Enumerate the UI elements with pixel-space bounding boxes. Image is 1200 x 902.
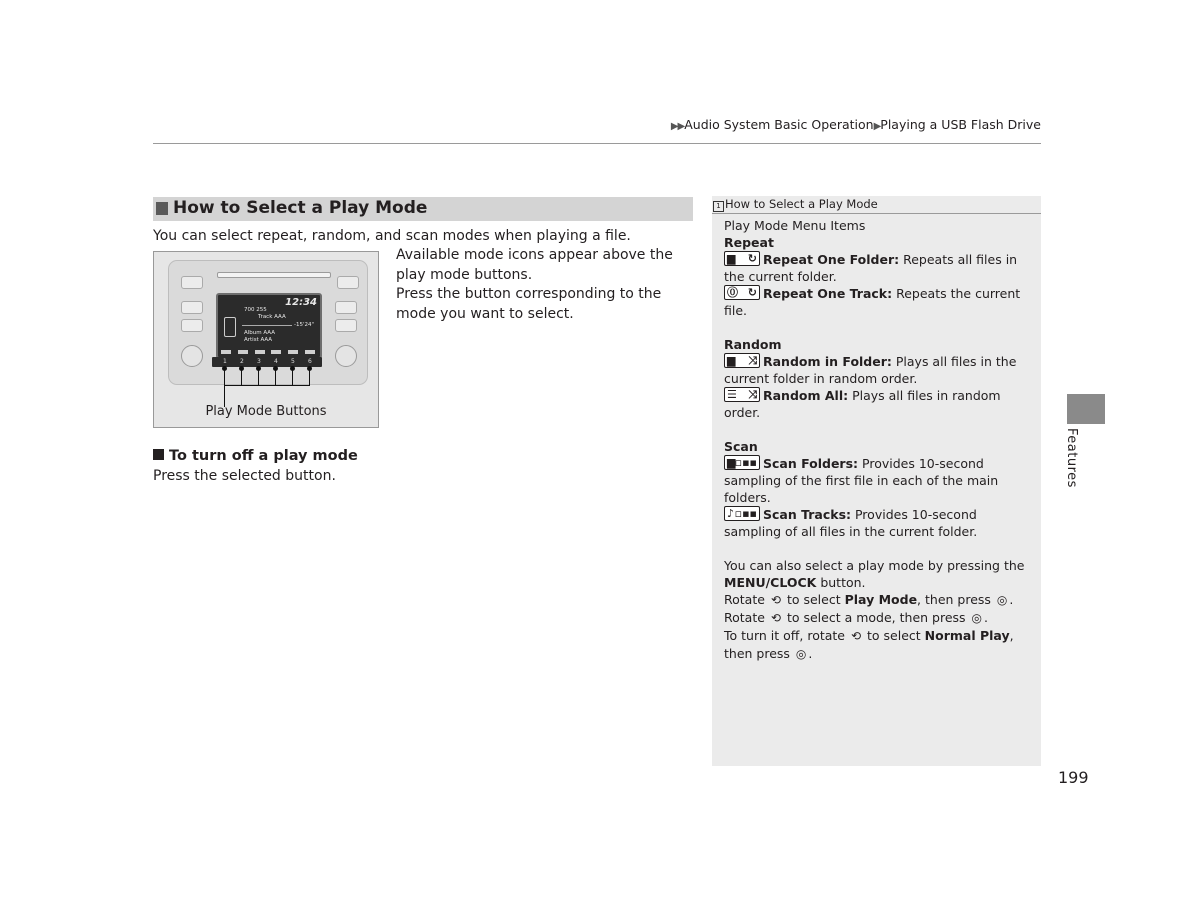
breadcrumb-part-1: Audio System Basic Operation xyxy=(684,117,874,132)
display-time: -15'24" xyxy=(294,322,315,328)
scan-folders-label: Scan Folders: xyxy=(763,456,859,471)
callout-line xyxy=(275,369,276,385)
scan-tracks-icon: ♪ ▫▪▪ xyxy=(724,506,760,521)
repeat-heading: Repeat xyxy=(724,235,774,250)
unit-button-illustration xyxy=(337,276,359,289)
rotate-step-1: Rotate ⟲ to select Play Mode, then press ◎ . xyxy=(724,592,1014,607)
scan-folders-icon: ▆ ▫▪▪ xyxy=(724,455,760,470)
breadcrumb-arrow-icon: ▶▶ xyxy=(670,121,685,132)
usb-icon xyxy=(224,317,236,337)
display-seek-bar xyxy=(242,325,292,326)
normal-play-label: Normal Play xyxy=(924,628,1010,643)
instruction-para-1: Available mode icons appear above the play mode buttons. xyxy=(396,247,673,283)
section-heading-bar xyxy=(153,197,693,221)
note-marker-icon: 1 xyxy=(713,201,724,212)
scan-tracks-text: Provides 10-second sampling of all files in the current folder. xyxy=(724,507,978,539)
scan-folders-text: Provides 10-second sampling of the first file in each of the main folders. xyxy=(724,456,999,505)
scan-heading: Scan xyxy=(724,439,758,454)
selector-dial-icon: ⟲ xyxy=(770,593,781,607)
selector-dial-icon: ⟲ xyxy=(770,611,781,625)
sidebar-header xyxy=(712,196,1041,214)
preset-button-strip xyxy=(212,357,322,367)
random-folder-label: Random in Folder: xyxy=(763,354,892,369)
instruction-text xyxy=(396,246,696,324)
callout-line xyxy=(258,369,259,385)
hangup-button-illustration xyxy=(335,319,357,332)
turn-off-text: Press the selected button. xyxy=(153,468,336,484)
selector-knob-illustration xyxy=(335,345,357,367)
random-folder-icon: ▆ ⤨ xyxy=(724,353,760,368)
display-mode-icons xyxy=(221,350,315,354)
display-line-4: Artist AAA xyxy=(244,337,273,343)
heading-square-icon xyxy=(153,449,164,460)
preset-button-3: 3 xyxy=(257,358,261,365)
preset-button-5: 5 xyxy=(291,358,295,365)
random-folder-text: Plays all files in the current folder in random order. xyxy=(724,354,1017,386)
also-select-text: You can also select a play mode by pressing the MENU/CLOCK button. xyxy=(724,558,1025,590)
figure-caption: Play Mode Buttons xyxy=(205,404,327,419)
sidebar-body xyxy=(724,217,1030,663)
repeat-folder-label: Repeat One Folder: xyxy=(763,252,900,267)
turn-off-heading-text: To turn off a play mode xyxy=(169,448,358,464)
random-all-text: Plays all files in random order. xyxy=(724,388,1001,420)
rotate-step-3: To turn it off, rotate ⟲ to select Normal Play, then press ◎ . xyxy=(724,628,1014,661)
repeat-track-label: Repeat One Track: xyxy=(763,286,893,301)
random-heading: Random xyxy=(724,337,782,352)
repeat-folder-icon: ▆ ↻ xyxy=(724,251,760,266)
section-title: How to Select a Play Mode xyxy=(173,198,428,218)
page-number: 199 xyxy=(1058,768,1089,787)
unit-display xyxy=(216,293,322,359)
volume-knob-illustration xyxy=(181,345,203,367)
instruction-para-2: Press the button corresponding to the mode you want to select. xyxy=(396,286,662,322)
selector-dial-icon: ⟲ xyxy=(850,629,862,643)
repeat-track-text: Repeats the current file. xyxy=(724,286,1021,318)
random-all-item xyxy=(724,387,1030,421)
preset-button-1: 1 xyxy=(223,358,227,365)
source-button-illustration xyxy=(181,301,203,314)
random-all-label: Random All: xyxy=(763,388,849,403)
display-clock: 12:34 xyxy=(285,297,317,308)
chapter-tab-label: Features xyxy=(1064,428,1079,488)
display-line-2: Track AAA xyxy=(258,314,286,320)
phone-button-illustration xyxy=(335,301,357,314)
repeat-track-item xyxy=(724,285,1030,319)
selector-push-icon: ◎ xyxy=(971,611,983,625)
menu-clock-label: MENU/CLOCK xyxy=(724,575,817,590)
sidebar-notes xyxy=(712,196,1041,766)
turn-off-heading xyxy=(153,448,358,464)
eject-button-illustration xyxy=(181,276,203,289)
breadcrumb-arrow-icon: ▶ xyxy=(873,121,881,132)
disc-slot xyxy=(217,272,331,278)
callout-line xyxy=(309,369,310,385)
repeat-folder-item xyxy=(724,251,1030,285)
callout-line xyxy=(292,369,293,385)
rotate-step-2: Rotate ⟲ to select a mode, then press ◎ . xyxy=(724,610,988,625)
audio-unit-figure xyxy=(153,251,379,428)
scan-tracks-item xyxy=(724,506,1030,540)
preset-button-2: 2 xyxy=(240,358,244,365)
random-all-icon: ☰ ⤨ xyxy=(724,387,760,402)
preset-button-4: 4 xyxy=(274,358,278,365)
menu-items-label: Play Mode Menu Items xyxy=(724,218,866,233)
heading-square-icon xyxy=(156,202,168,215)
selector-push-icon: ◎ xyxy=(996,593,1008,607)
repeat-folder-text: Repeats all files in the current folder. xyxy=(724,252,1018,284)
callout-line xyxy=(224,369,225,407)
callout-line xyxy=(224,385,310,386)
play-mode-label: Play Mode xyxy=(844,592,918,607)
repeat-track-icon: ⓪ ↻ xyxy=(724,285,760,300)
display-line-1: 700 255 xyxy=(244,307,267,313)
intro-text: You can select repeat, random, and scan modes when playing a file. xyxy=(153,228,631,244)
chapter-tab[interactable] xyxy=(1067,394,1105,424)
menu-button-illustration xyxy=(181,319,203,332)
display-line-3: Album AAA xyxy=(244,330,275,336)
scan-tracks-label: Scan Tracks: xyxy=(763,507,852,522)
selector-push-icon: ◎ xyxy=(795,647,807,661)
header-rule xyxy=(153,143,1041,144)
scan-folders-item xyxy=(724,455,1030,506)
preset-button-6: 6 xyxy=(308,358,312,365)
random-folder-item xyxy=(724,353,1030,387)
sidebar-header-text: How to Select a Play Mode xyxy=(725,197,878,211)
breadcrumb-part-2: Playing a USB Flash Drive xyxy=(880,117,1041,132)
breadcrumb xyxy=(671,117,1041,132)
callout-line xyxy=(241,369,242,385)
